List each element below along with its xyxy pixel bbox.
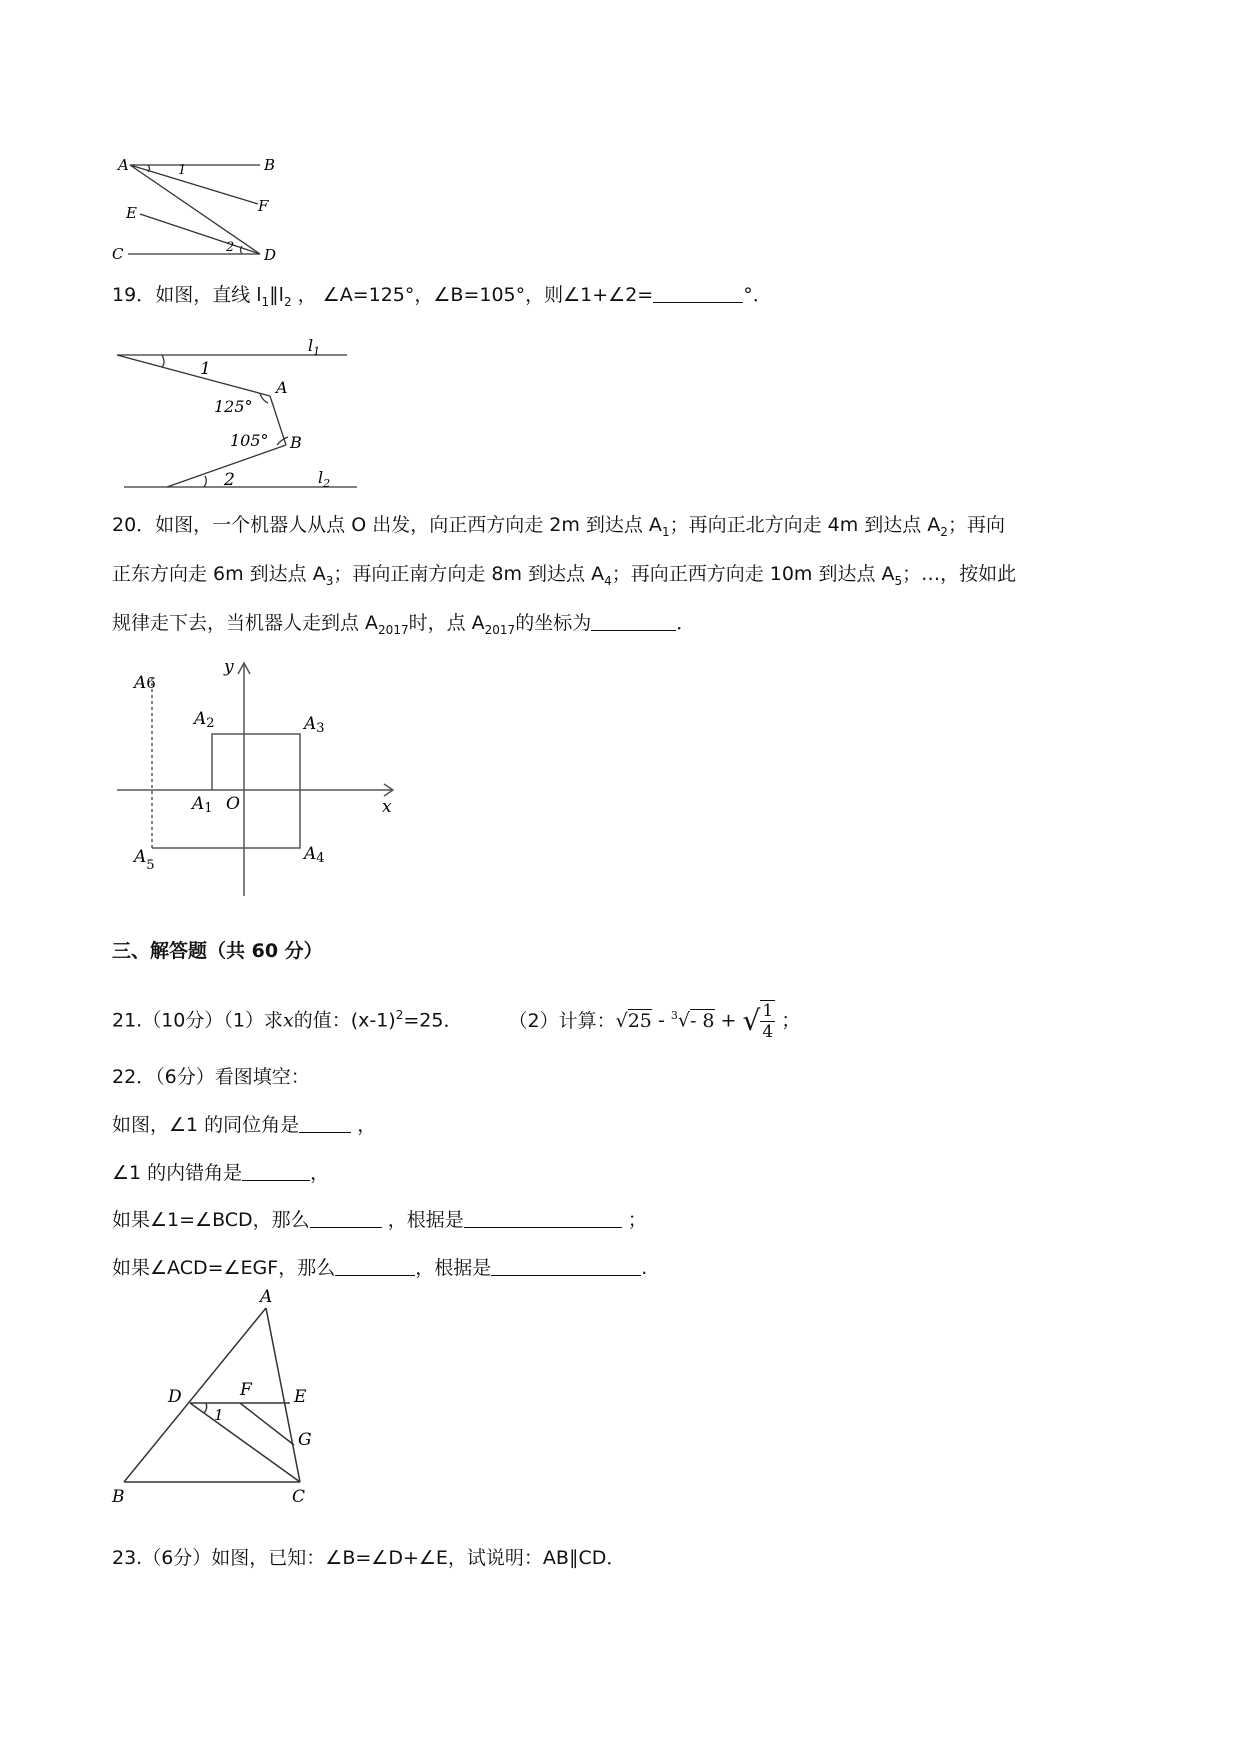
fig20-point-a4: A4 xyxy=(304,844,325,866)
question-23: 23.（6分）如图，已知：∠B=∠D+∠E，试说明：AB∥CD． xyxy=(112,1547,626,1569)
question-22-header: 22．（6分）看图填空： xyxy=(112,1066,310,1088)
fig18-label-f: F xyxy=(258,197,269,215)
fig18-label-b: B xyxy=(264,156,276,174)
answer-blank xyxy=(299,1114,351,1133)
fig22-label-a: A xyxy=(260,1287,273,1307)
figure-q22-triangle xyxy=(110,1287,340,1512)
fig19-label-b: B xyxy=(290,433,302,452)
sqrt-25: √25 xyxy=(615,1009,652,1032)
fig19-angle-2: 2 xyxy=(224,470,235,490)
question-19: 19．如图，直线 $l_1\parallel l_2$ ， ∠A=125°，∠B=105°，则∠1+∠2= °． xyxy=(112,284,772,309)
fig20-point-a1: A1 xyxy=(192,794,213,816)
section-title: 三、解答题（共 60 分） xyxy=(112,940,323,962)
fig22-label-c: C xyxy=(292,1487,306,1507)
figure-q19 xyxy=(112,335,372,497)
fig20-axis-x: x xyxy=(382,797,392,817)
fig18-label-d: D xyxy=(264,246,277,264)
fig22-label-d: D xyxy=(168,1387,182,1407)
figure-q20-coordinate-grid xyxy=(112,656,412,896)
answer-blank xyxy=(653,284,743,303)
fraction-one-quarter: $\frac{1}{4}$ xyxy=(762,1001,774,1042)
question-22-line-1: 如图，∠1 的同位角是 ， xyxy=(112,1114,377,1136)
answer-blank xyxy=(464,1209,622,1228)
fig20-origin: O xyxy=(226,794,240,814)
fig20-point-a3: A3 xyxy=(304,714,325,736)
cube-root-minus-8: $^3$√- 8 xyxy=(670,1009,715,1032)
fig22-label-f: F xyxy=(240,1380,252,1400)
fig20-point-a2: A2 xyxy=(194,709,215,731)
answer-blank xyxy=(310,1209,382,1228)
fig22-label-g: G xyxy=(298,1430,312,1450)
fig22-angle-1: 1 xyxy=(214,1406,224,1424)
fig19-angle-105: 105° xyxy=(230,431,269,450)
question-21: 21.（10分）（1）求x的值：$(x-1)^2=25$． （2）计算：√25 - $^3$√- 8 + √ $\frac{1}{4}$ ； xyxy=(112,1001,801,1042)
fig18-angle-2: 2 xyxy=(226,240,235,255)
question-22-line-4: 如果∠ACD=∠EGF，那么 ，根据是 . xyxy=(112,1257,648,1279)
fig18-label-c: C xyxy=(112,245,124,263)
q19-number: 19． xyxy=(112,284,156,306)
fig19-line-l2: $l_2$ xyxy=(318,468,331,490)
fig22-label-b: B xyxy=(112,1487,125,1507)
question-20-line-2: 正东方向走 6m 到达点 $A_3$；再向正南方向走 8m 到达点 $A_4$；再向正西方向走 10m 到达点 $A_5$；…，按如此 xyxy=(112,563,1017,588)
fig20-point-a5: $A_5$ xyxy=(134,847,155,873)
fig20-point-a6: A6 xyxy=(134,673,156,693)
fig19-line-l1: $l_1$ xyxy=(308,336,321,358)
fig19-angle-125: 125° xyxy=(214,397,253,416)
answer-blank xyxy=(591,612,676,631)
fig19-label-a: A xyxy=(276,378,288,397)
answer-blank xyxy=(335,1257,415,1276)
question-22-line-2: ∠1 的内错角是 ， xyxy=(112,1162,330,1184)
sqrt-one-quarter: √ xyxy=(742,1004,761,1037)
fig22-label-e: E xyxy=(294,1387,307,1407)
question-20-line-1: 20．如图，一个机器人从点 O 出发，向正西方向走 2m 到达点 $A_1$；再向正北方向走 4m 到达点 $A_2$；再向 xyxy=(112,514,1005,539)
figure-q18 xyxy=(108,150,288,262)
answer-blank xyxy=(242,1162,310,1181)
fig20-axis-y: y xyxy=(224,657,234,677)
fig18-label-a: A xyxy=(118,156,129,174)
question-22-line-3: 如果∠1=∠BCD，那么 ，根据是 ； xyxy=(112,1209,647,1231)
fig18-angle-1: 1 xyxy=(178,163,187,178)
question-20-line-3: 规律走下去，当机器人走到点 $A_{2017}$时，点 $A_{2017}$的坐标为 ． xyxy=(112,612,696,637)
answer-blank xyxy=(491,1257,641,1276)
fig18-label-e: E xyxy=(126,204,137,222)
fig19-angle-1: 1 xyxy=(200,359,211,379)
